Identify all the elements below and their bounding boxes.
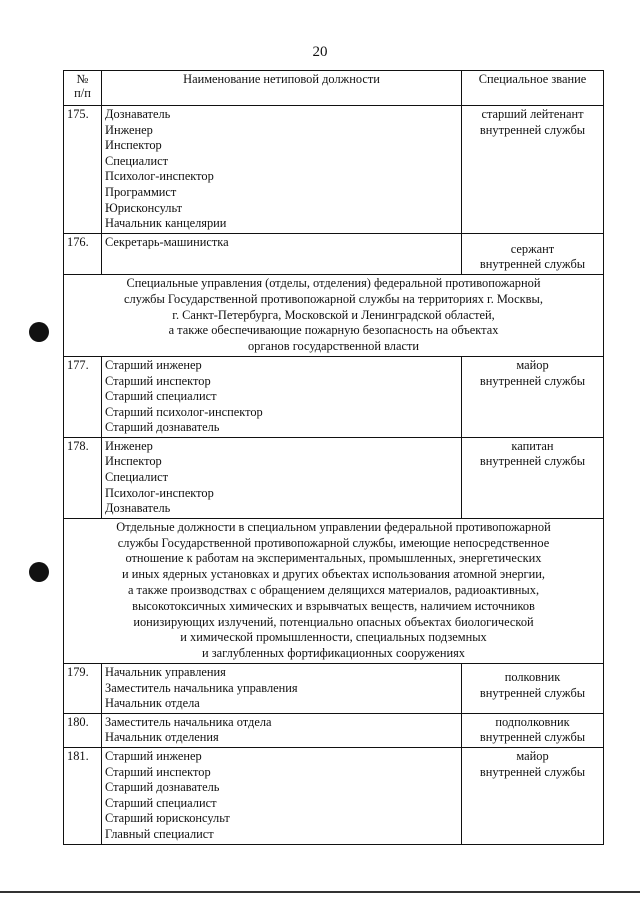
header-position-name: Наименование нетиповой должности — [102, 71, 462, 106]
position-list — [102, 356, 462, 437]
special-rank: майор внутренней службы — [462, 356, 604, 437]
position-item: Инспектор — [105, 454, 162, 469]
position-item: Заместитель начальника отдела — [105, 714, 272, 729]
special-rank: старший лейтенант внутренней службы — [462, 106, 604, 234]
position-item: Старший психолог-инспектор — [105, 404, 263, 419]
position-item: Специалист — [105, 153, 168, 168]
position-item: Дознаватель — [105, 501, 171, 516]
header-number: № п/п — [64, 71, 102, 106]
position-item: Старший юрисконсульт — [105, 811, 230, 826]
row-number: 178. — [64, 437, 102, 518]
position-list — [102, 233, 462, 274]
special-rank: полковник внутренней службы — [462, 664, 604, 714]
section-heading: Отдельные должности в специальном управлении федеральной противопожарной службы Государственной противопожарной службы, имеющие непосредственное отношение к работам на экспериментальных, промышленных, энергетических и иных ядерных установках и других объектах использования атомной энергии, а также производствах с обращением делящихся материалов, радиоактивных, высокотоксичных химических и взрывчатых веществ, наличием источников ионизирующих излучений, потенциально опасных объектах биологической и химической промышленности, специальных подземных и заглубленных фортификационных сооружениях — [64, 518, 604, 663]
position-list — [102, 437, 462, 518]
position-item: Программист — [105, 184, 177, 199]
position-item: Начальник канцелярии — [105, 216, 227, 231]
position-item: Инженер — [105, 438, 153, 453]
table-row — [64, 437, 604, 518]
position-item: Старший дознаватель — [105, 420, 220, 435]
position-item: Специалист — [105, 470, 168, 485]
section-heading-row — [64, 518, 604, 663]
position-item: Начальник отдела — [105, 696, 200, 711]
position-item: Старший специалист — [105, 795, 217, 810]
position-list — [102, 664, 462, 714]
table-row — [64, 748, 604, 845]
header-special-rank: Специальное звание — [462, 71, 604, 106]
position-item: Заместитель начальника управления — [105, 680, 298, 695]
position-item: Инспектор — [105, 138, 162, 153]
special-rank: майор внутренней службы — [462, 748, 604, 845]
position-item: Старший дознаватель — [105, 780, 220, 795]
position-item: Психолог-инспектор — [105, 485, 214, 500]
position-item: Старший специалист — [105, 389, 217, 404]
special-rank: капитан внутренней службы — [462, 437, 604, 518]
position-item: Главный специалист — [105, 826, 214, 841]
position-item: Начальник управления — [105, 665, 226, 680]
row-number: 176. — [64, 233, 102, 274]
positions-table — [63, 70, 604, 845]
row-number: 180. — [64, 713, 102, 747]
position-item: Старший инспектор — [105, 764, 211, 779]
table-row — [64, 356, 604, 437]
row-number: 179. — [64, 664, 102, 714]
position-item: Юрисконсульт — [105, 200, 183, 215]
special-rank: сержант внутренней службы — [462, 233, 604, 274]
row-number: 175. — [64, 106, 102, 234]
position-list — [102, 713, 462, 747]
position-item: Старший инспектор — [105, 373, 211, 388]
position-item: Старший инженер — [105, 357, 202, 372]
table-header-row — [64, 71, 604, 106]
position-item: Психолог-инспектор — [105, 169, 214, 184]
table-row — [64, 106, 604, 234]
table-row — [64, 233, 604, 274]
section-heading: Специальные управления (отделы, отделения) федеральной противопожарной службы Государственной противопожарной службы на территориях г. Москвы, г. Санкт-Петербурга, Московской и Ленинградской областей, а также обеспечивающие пожарную безопасность на объектах органов государственной власти — [64, 274, 604, 356]
position-item: Старший инженер — [105, 749, 202, 763]
position-item: Дознаватель — [105, 107, 171, 121]
position-item: Начальник отделения — [105, 730, 219, 745]
punch-hole-mark — [29, 322, 49, 342]
scan-edge-line — [0, 891, 640, 893]
page-number: 20 — [312, 44, 328, 60]
position-item: Инженер — [105, 122, 153, 137]
position-list — [102, 748, 462, 845]
row-number: 177. — [64, 356, 102, 437]
special-rank: подполковник внутренней службы — [462, 713, 604, 747]
position-list — [102, 106, 462, 234]
position-item: Секретарь-машинистка — [105, 234, 229, 249]
table-row — [64, 664, 604, 714]
section-heading-row — [64, 274, 604, 356]
punch-hole-mark — [29, 562, 49, 582]
table-row — [64, 713, 604, 747]
row-number: 181. — [64, 748, 102, 845]
